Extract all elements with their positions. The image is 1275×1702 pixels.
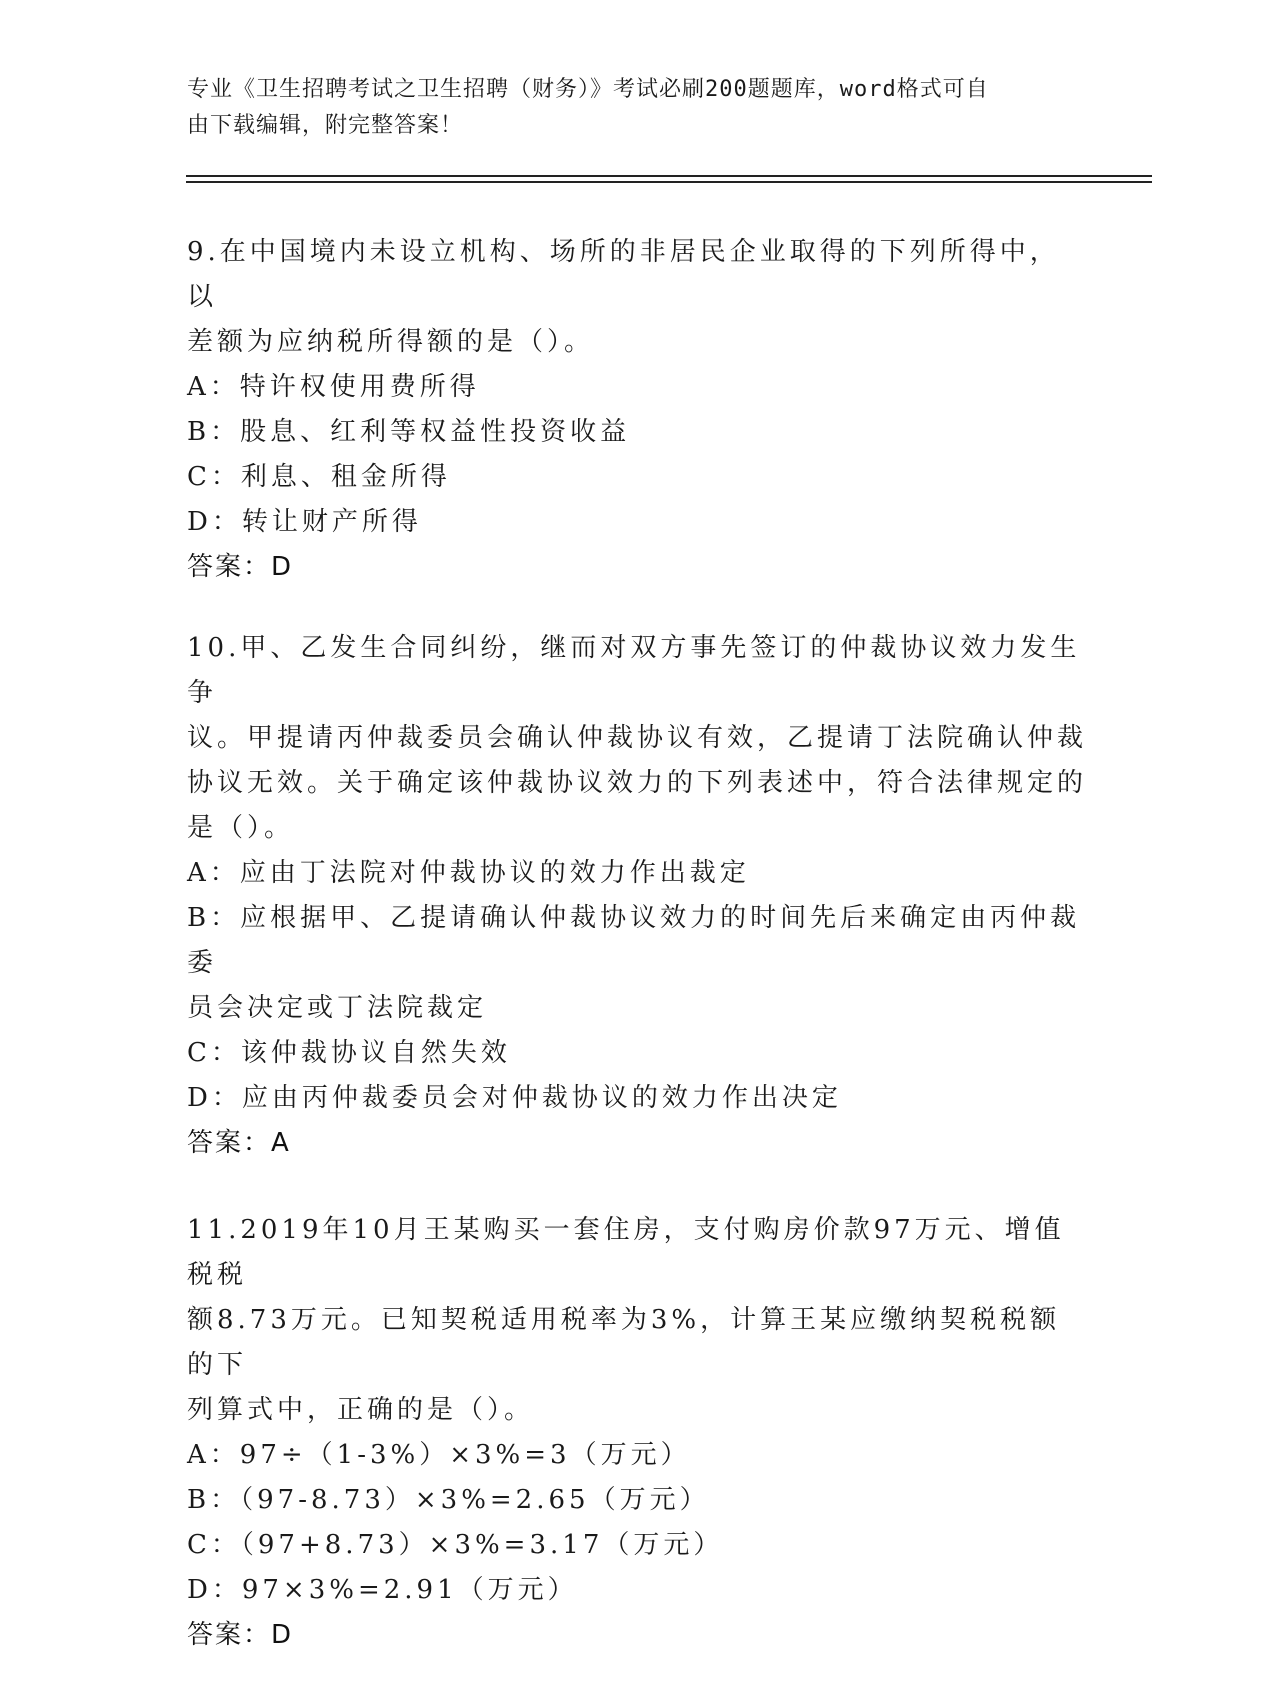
question-text: 11.2019年10月王某购买一套住房，支付购房价款97万元、增值税税 <box>187 1215 1065 1290</box>
option-a: A：特许权使用费所得 <box>187 372 480 402</box>
option-b-continued: 员会决定或丁法院裁定 <box>187 993 488 1023</box>
header-divider <box>186 181 1152 183</box>
header-divider <box>186 175 1152 177</box>
question-text: 列算式中，正确的是（）。 <box>187 1395 535 1425</box>
option-b: B：（97-8.73）×3%=2.65（万元） <box>187 1485 710 1515</box>
question-item <box>187 1208 1087 1658</box>
question-item <box>187 626 1087 1166</box>
question-item <box>187 230 1087 590</box>
question-list <box>187 230 1087 1702</box>
option-a: A：97÷（1-3%）×3%=3（万元） <box>187 1440 691 1470</box>
answer-label: 答案：D <box>187 1620 294 1650</box>
document-header <box>187 72 1067 144</box>
question-text: 10.甲、乙发生合同纠纷，继而对双方事先签订的仲裁协议效力发生争 <box>187 633 1081 708</box>
header-line: 专业《卫生招聘考试之卫生招聘（财务）》考试必刷200题题库，word格式可自 <box>187 77 989 102</box>
question-text: 差额为应纳税所得额的是（）。 <box>187 327 595 357</box>
option-a: A：应由丁法院对仲裁协议的效力作出裁定 <box>187 858 750 888</box>
option-d: D：转让财产所得 <box>187 507 422 537</box>
question-text: 议。甲提请丙仲裁委员会确认仲裁协议有效，乙提请丁法院确认仲裁 <box>187 723 1088 753</box>
answer-label: 答案：A <box>187 1128 291 1158</box>
option-d: D：97×3%=2.91（万元） <box>187 1575 578 1605</box>
option-c: C：该仲裁协议自然失效 <box>187 1038 511 1068</box>
option-b: B：应根据甲、乙提请确认仲裁协议效力的时间先后来确定由丙仲裁委 <box>187 903 1081 978</box>
option-b: B：股息、红利等权益性投资收益 <box>187 417 631 447</box>
question-text: 是（）。 <box>187 813 295 843</box>
option-d: D：应由丙仲裁委员会对仲裁协议的效力作出决定 <box>187 1083 842 1113</box>
option-c: C：（97+8.73）×3%=3.17（万元） <box>187 1530 724 1560</box>
question-text: 协议无效。关于确定该仲裁协议效力的下列表述中，符合法律规定的 <box>187 768 1088 798</box>
question-text: 9.在中国境内未设立机构、场所的非居民企业取得的下列所得中，以 <box>187 237 1060 312</box>
question-text: 额8.73万元。已知契税适用税率为3%，计算王某应缴纳契税税额的下 <box>187 1305 1061 1380</box>
answer-label: 答案：D <box>187 552 294 582</box>
header-line: 由下载编辑，附完整答案！ <box>187 113 464 138</box>
option-c: C：利息、租金所得 <box>187 462 451 492</box>
